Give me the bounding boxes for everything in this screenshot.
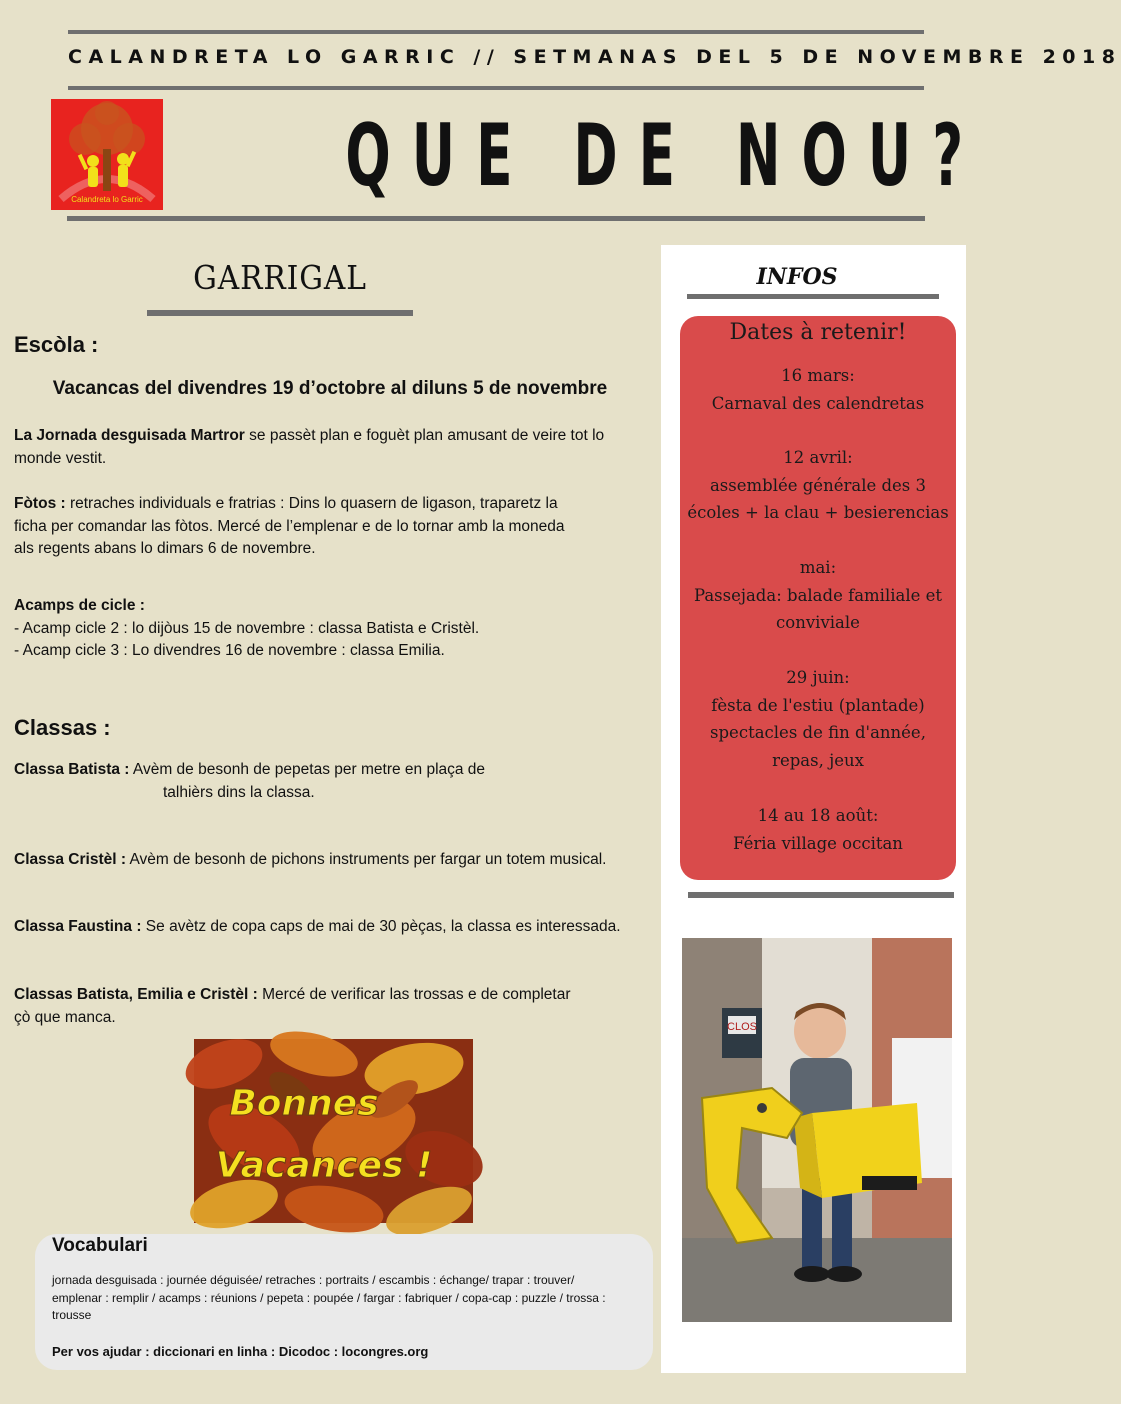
fotos-line-1: retraches individuals e fratrias : Dins lo quasern de ligason, traparetz la xyxy=(65,495,558,512)
masthead-line: CALANDRETA LO GARRIC // SETMANAS DEL 5 DE NOVEMBRE 2018 xyxy=(68,46,1121,68)
dates-rule xyxy=(688,892,954,898)
date-item xyxy=(684,362,952,417)
date-text: fèsta de l'estiu (plantade) spectacles de fin d'année, repas, jeux xyxy=(710,695,926,770)
date-label: 12 avril: xyxy=(783,448,853,467)
cristel-label: Classa Cristèl : xyxy=(14,851,126,868)
infos-title: INFOS xyxy=(756,264,838,290)
bec-label: Classas Batista, Emilia e Cristèl : xyxy=(14,986,258,1003)
vocabulary-box xyxy=(35,1234,653,1370)
school-logo xyxy=(51,99,163,210)
date-text: Carnaval des calendretas xyxy=(711,393,925,413)
fotos-paragraph xyxy=(14,493,654,561)
date-label: 16 mars: xyxy=(781,366,855,385)
date-text: Féria village occitan xyxy=(733,833,903,853)
classas-bec xyxy=(14,984,654,1029)
jornada-text-2: monde vestit. xyxy=(14,449,107,467)
autumn-line-1: Bonnes xyxy=(229,1083,379,1124)
vocabulary-line-3: trousse xyxy=(52,1308,92,1322)
dictionary-link[interactable]: Per vos ajudar : diccionari en linha : Dicodoc : locongres.org xyxy=(52,1344,429,1359)
infos-rule xyxy=(687,294,939,299)
classa-faustina xyxy=(14,916,659,939)
fotos-line-2: ficha per comandar las fòtos. Mercé de l’emplenar e de lo tornar amb la moneda xyxy=(14,517,565,535)
classa-batista xyxy=(14,759,654,804)
autumn-line-2: Vacances ! xyxy=(215,1145,433,1186)
faustina-text: Se avètz de copa caps de mai de 30 pèças, la classa es interessada. xyxy=(141,918,621,935)
logo-text: Calandreta lo Garric xyxy=(71,195,143,204)
vocabulary-line-2: emplenar : remplir / acamps : réunions / pepeta : poupée / fargar : fabriquer / copa-cap : puzzle / trossa : xyxy=(52,1290,606,1305)
date-item xyxy=(684,664,952,774)
dates-title: Dates à retenir! xyxy=(729,320,907,345)
faustina-label: Classa Faustina : xyxy=(14,918,142,935)
vacances-line: Vacancas del divendres 19 d’octobre al diluns 5 de novembre xyxy=(52,378,608,399)
title-rule xyxy=(67,216,925,221)
dates-to-remember-box xyxy=(680,316,956,880)
date-label: mai: xyxy=(799,558,837,577)
photo-sign: CLOS xyxy=(727,1021,757,1033)
date-item xyxy=(684,444,952,527)
bec-text: Mercé de verificar las trossas e de completar xyxy=(257,986,571,1003)
jornada-label: La Jornada desguisada Martror xyxy=(14,427,245,444)
acamps-line-2: - Acamp cicle 3 : Lo divendres 16 de novembre : classa Emilia. xyxy=(14,642,445,659)
date-item xyxy=(684,802,952,857)
child-costume-photo xyxy=(682,938,952,1322)
section-title: GARRIGAL xyxy=(193,258,367,297)
section-title-rule xyxy=(147,310,413,316)
vocabulary-title: Vocabulari xyxy=(52,1235,148,1256)
date-label: 29 juin: xyxy=(786,668,850,687)
acamps-label: Acamps de cicle : xyxy=(14,597,145,614)
classas-heading: Classas : xyxy=(14,715,111,740)
acamps-paragraph xyxy=(14,595,654,663)
escola-heading: Escòla : xyxy=(14,332,99,357)
acamps-line-1: - Acamp cicle 2 : lo dijòus 15 de novembre : classa Batista e Cristèl. xyxy=(14,619,480,637)
vocabulary-line-1: jornada desguisada : journée déguisée/ retraches : portraits / escambis : échange/ trapar : trouver/ xyxy=(52,1273,575,1287)
cristel-text: Avèm de besonh de pichons instruments per fargar un totem musical. xyxy=(126,851,607,868)
masthead-rule xyxy=(68,86,924,90)
jornada-paragraph xyxy=(14,425,654,470)
batista-text: Avèm de besonh de pepetas per metre en plaça de xyxy=(129,761,486,778)
date-label: 14 au 18 août: xyxy=(757,806,879,825)
newsletter-title: QUE DE NOU? xyxy=(345,106,985,206)
fotos-line-3: als regents abans lo dimars 6 de novembre. xyxy=(14,540,316,557)
classa-cristel xyxy=(14,849,659,872)
date-text: Passejada: balade familiale et conviviale xyxy=(693,585,943,632)
date-item xyxy=(684,554,952,637)
batista-label: Classa Batista : xyxy=(14,761,130,778)
batista-text-2: talhièrs dins la classa. xyxy=(163,783,315,801)
top-rule xyxy=(68,30,924,34)
date-text: assemblée générale des 3 écoles + la clau + besierencias xyxy=(687,475,949,522)
bec-text-2: çò que manca. xyxy=(14,1008,116,1026)
vocabulary-list xyxy=(52,1272,642,1325)
fotos-label: Fòtos : xyxy=(14,495,66,512)
jornada-text: se passèt plan e foguèt plan amusant de veire tot lo xyxy=(244,427,605,444)
bonnes-vacances-image xyxy=(194,1039,473,1223)
